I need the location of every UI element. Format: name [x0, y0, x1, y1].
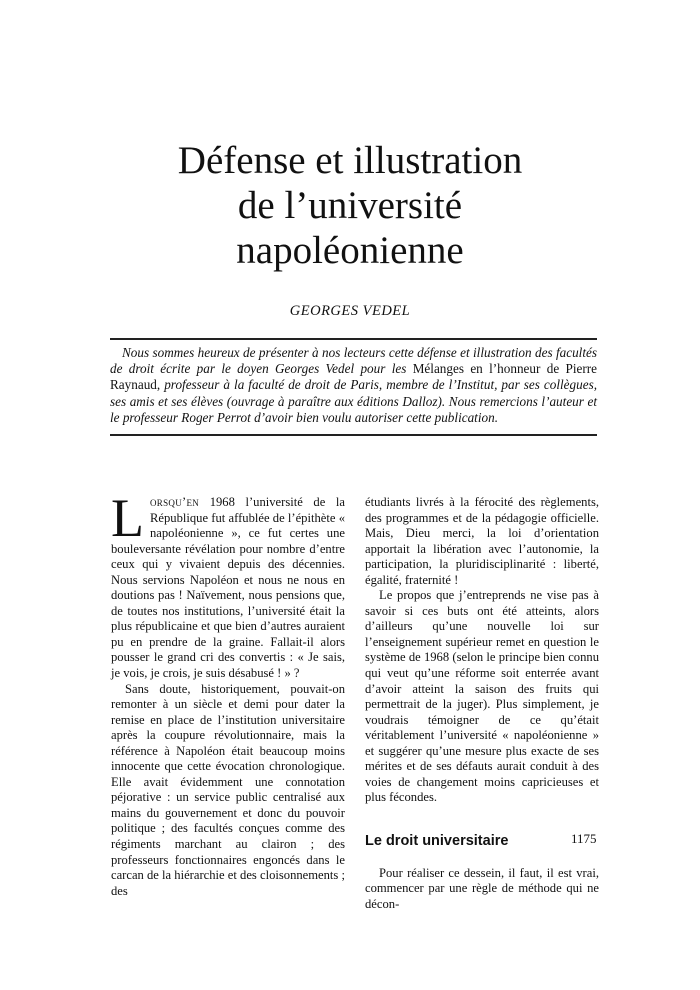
lead-in-smallcaps: orsqu’en	[150, 495, 200, 509]
abstract-top-rule	[110, 338, 597, 340]
title-line-3: napoléonienne	[236, 229, 464, 272]
body-column-left	[111, 488, 345, 899]
body-paragraph-2-continued: étudiants livrés à la férocité des règlements, des programmes et de la pédagogie officielle. Mais, Dieu merci, la loi d’orientation apportait la libération avec l’autonomie, la participation, la pluridisciplinarité : liberté, égalité, fraternité !	[365, 495, 599, 587]
abstract-bottom-rule	[110, 434, 597, 436]
body-column-right	[365, 495, 599, 913]
editorial-abstract	[110, 345, 597, 426]
section-heading: Le droit universitaire	[365, 832, 509, 849]
drop-cap: L	[111, 488, 144, 548]
body-paragraph-3: Le propos que j’entreprends ne vise pas à savoir si ces buts ont été atteints, alors d’ailleurs qu’une nouvelle loi sur l’enseignement supérieur remet en question le système de 1968 (selon le principe bien connu qui veut qu’une réforme soit enterrée avant d’avoir atteint la saison des fruits qui permettrait de la juger). Plus simplement, je voudrais témoigner de ce qu’était véritablement l’université « napoléonienne » et suggérer qu’une mesure plus exacte de ses mérites et de ses défauts aurait conduit à des voies de changement moins capricieuses et plus fécondes.	[365, 588, 599, 805]
page-number: 1175	[571, 831, 597, 846]
body-paragraph-4: Pour réaliser ce dessein, il faut, il est vrai, commencer par une règle de méthode qui ne décon-	[365, 865, 599, 912]
body-paragraph-1	[111, 488, 345, 682]
paragraph-1-text: 1968 l’université de la République fut affublée de l’épithète « napoléonienne », ce fut certes une bouleversante révélation pour nombre d’entre ceux qui y vivaient depuis des décennies. Nous servions Napoléon et nous ne nous en doutions pas ! Naïvement, nous pensions que, de toutes nos institutions, l’université était la plus républicaine et que bien d’autres auraient pu en prendre de la graine. Fallait-il alors pousser le grand cri des convertis : « Je sais, je vois, je crois, je suis désabusé ! » ?	[111, 495, 345, 681]
title-line-1: Défense et illustration	[177, 139, 523, 182]
author-name: GEORGES VEDEL	[289, 303, 411, 319]
article-title	[0, 138, 700, 273]
abstract-roman: Mélanges en l’honneur de Pierre Raynaud,	[110, 361, 597, 393]
title-line-2: de l’université	[237, 184, 463, 227]
body-paragraph-2: Sans doute, historiquement, pouvait-on remonter à un siècle et demi pour dater la remise en place de l’institution universitaire après la coupure révolutionnaire, mais la référence à Napoléon était beaucoup moins innocente que cette évocation chronologique. Elle avait évidemment une connotation péjorative : un service public centralisé aux mains du gouvernement et donc du pouvoir politique ; des facultés conçues comme des régiments marchant au clairon ; des professeurs fonctionnaires engoncés dans le carcan de la hiérarchie et des cloisonnements ; des	[111, 681, 345, 898]
abstract-italic-1: Nous sommes heureux de présenter à nos lecteurs cette défense et illustration des facultés de droit écrite par le doyen Georges Vedel pour les	[110, 345, 597, 377]
abstract-italic-2: professeur à la faculté de droit de Paris, membre de l’Institut, par ses collègues, ses amis et ses élèves (ouvrage à paraître aux éditions Dalloz). Nous remercions l’auteur et le professeur Roger Perrot d’avoir bien voulu autoriser cette publication.	[110, 377, 597, 425]
